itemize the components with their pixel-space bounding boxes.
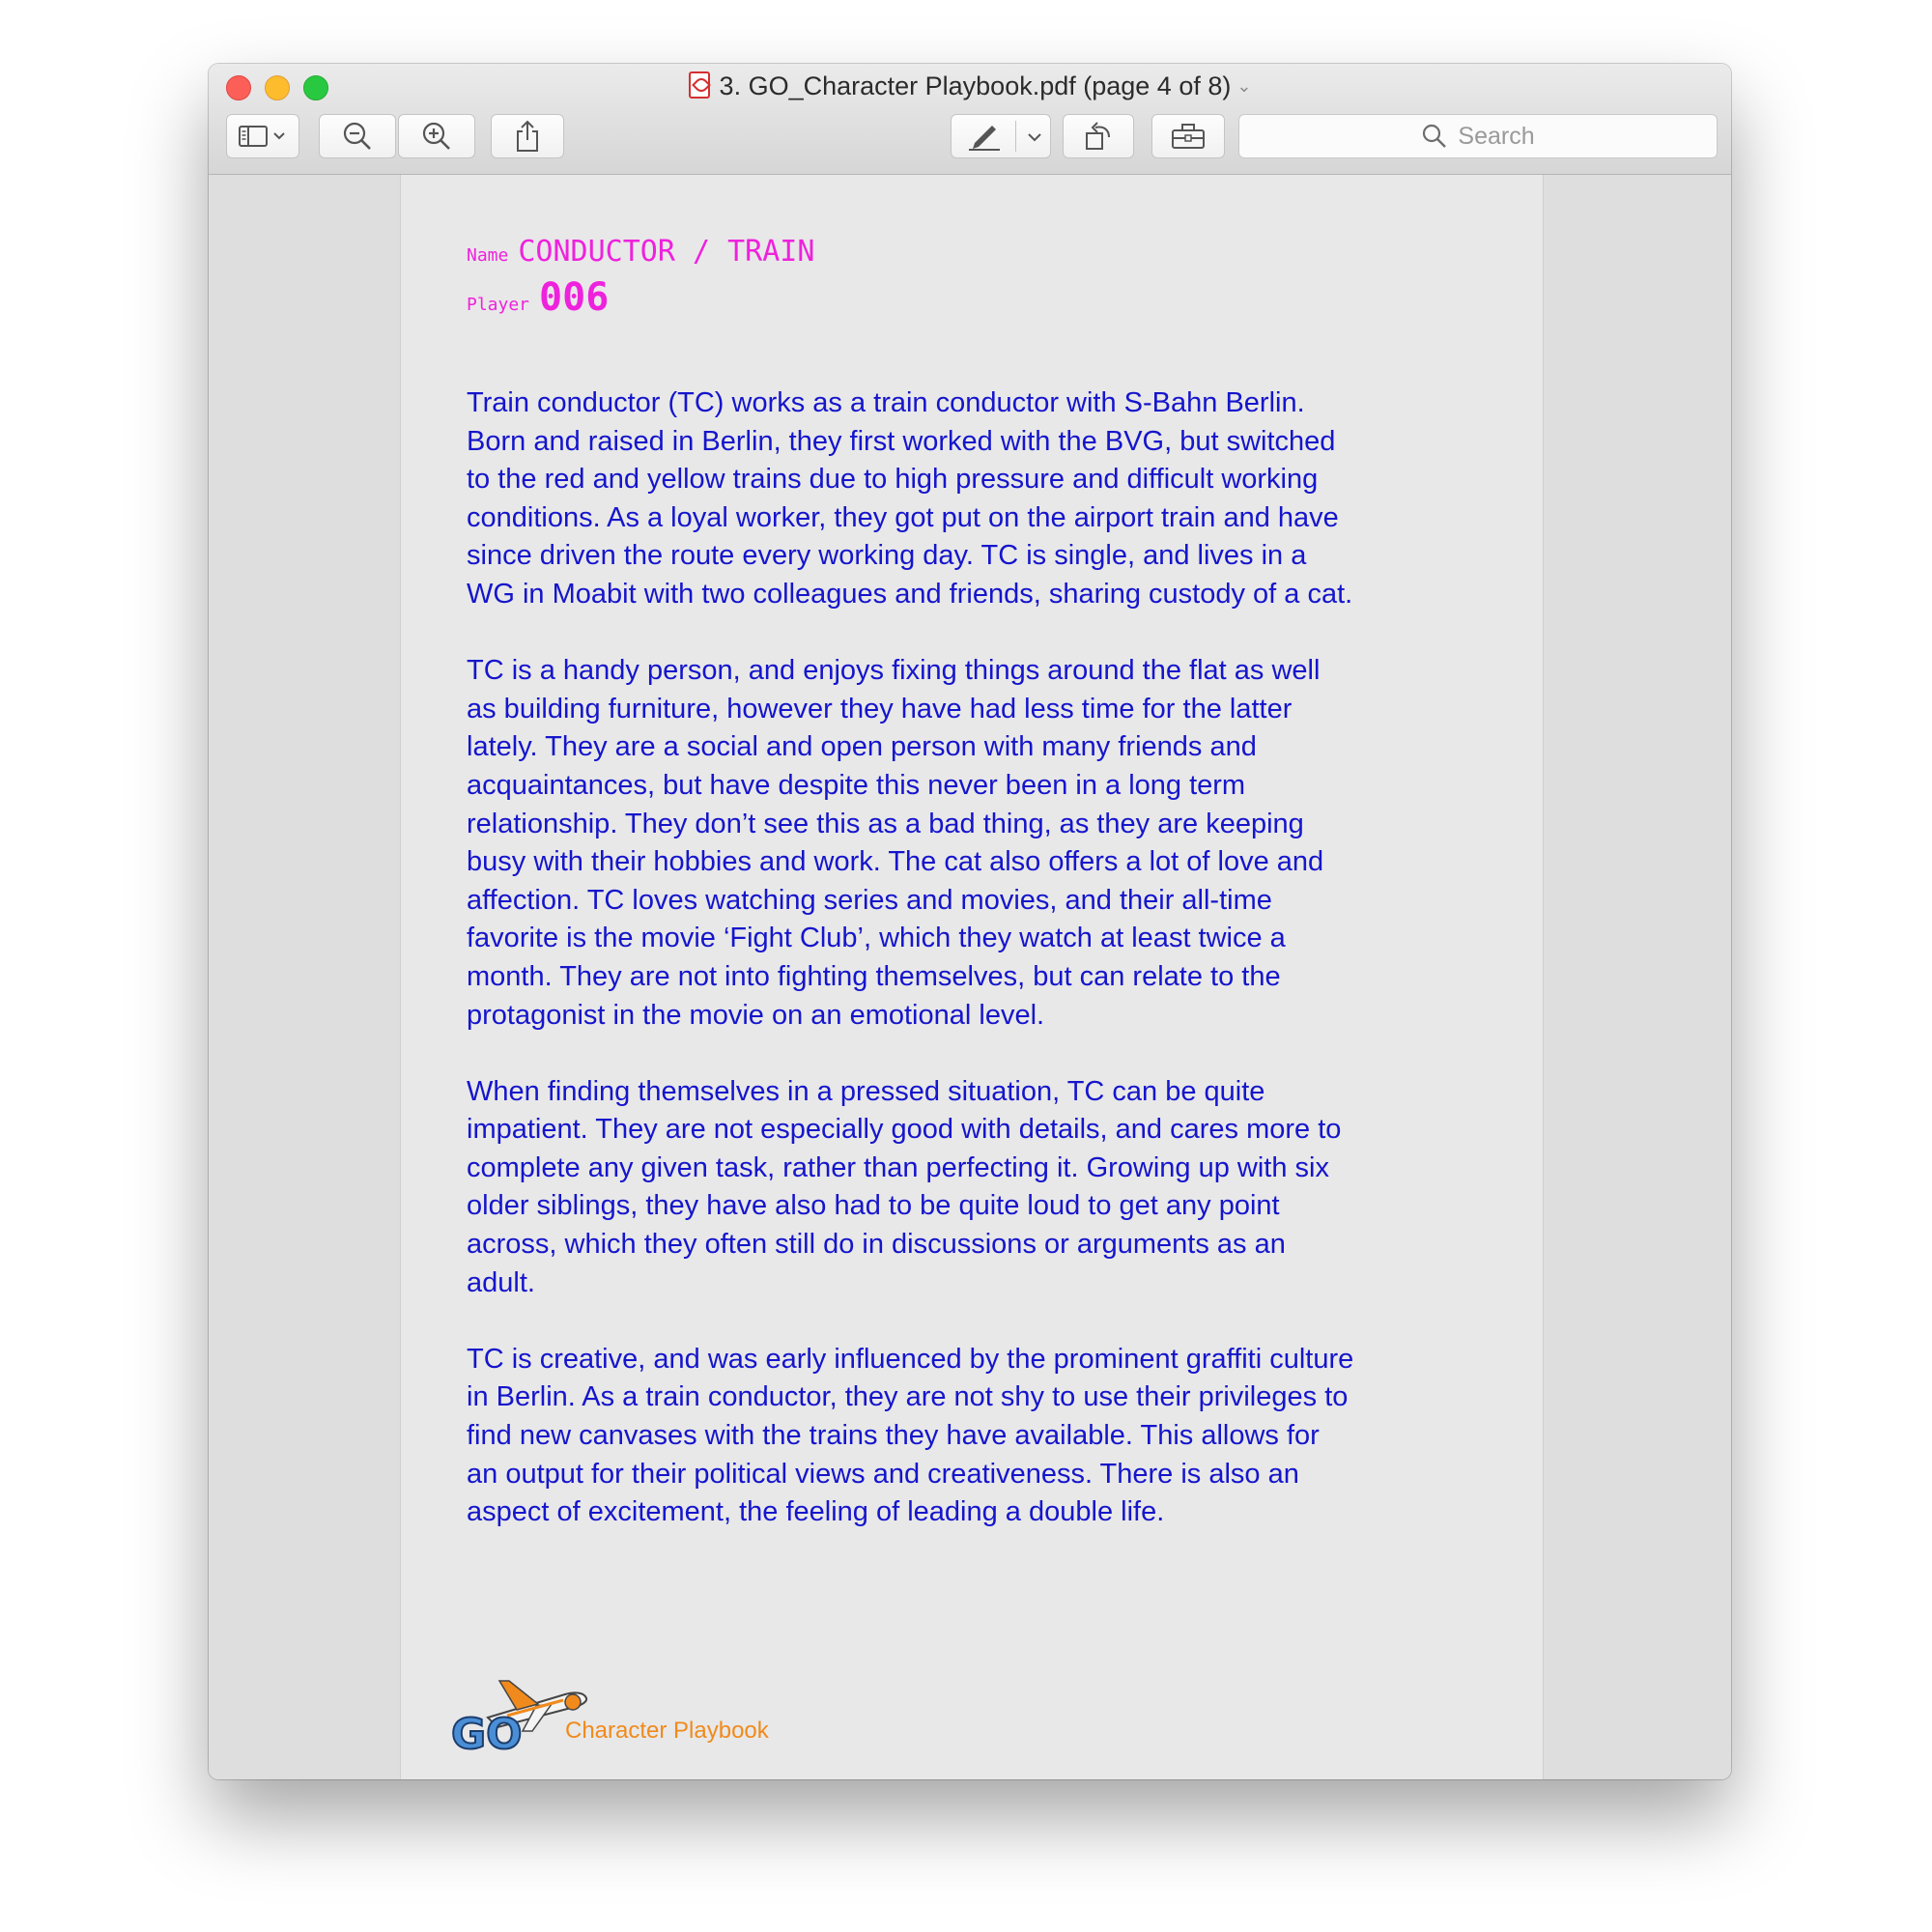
window-title-text: 3. GO_Character Playbook.pdf (page 4 of 8) [719,71,1232,100]
share-button[interactable] [491,114,564,158]
player-label: Player [467,295,530,315]
share-icon [514,120,541,153]
pdf-file-icon [689,71,710,99]
zoom-out-button[interactable] [319,114,396,158]
zoom-out-icon [342,121,373,152]
window-title[interactable] [209,71,1731,101]
playbook-footer [449,1677,836,1754]
chevron-down-icon[interactable] [1027,131,1042,143]
zoom-in-button[interactable] [398,114,475,158]
search-icon [1421,123,1448,150]
search-input[interactable] [1238,114,1718,158]
player-value: 006 [539,275,610,320]
pen-icon [965,122,1004,151]
paragraph: TC is creative, and was early influenced by the prominent graffiti culture in Berlin. As a train conductor, they are not shy to use their privileges to find new canvases with the trains they have available. This allows for an output for their political views and creativeness. There is also an aspect of excitement, the feeling of leading a double life. [467,1343,1354,1528]
preview-window [209,64,1731,1779]
character-description [467,384,1355,1570]
logo-lettering: GO [451,1710,523,1754]
name-label: Name [467,245,509,266]
sidebar-icon [238,124,288,149]
paragraph: TC is a handy person, and enjoys fixing things around the flat as well as building furniture, however they have had less time for the latter lately. They are a social and open person with many friends and acquaintances, but have despite this never been in a long term relationship. They don’t see this as a bad thing, as they are keeping busy with their hobbies and work. The cat also offers a lot of love and affection. TC loves watching series and movies, and their all-time favorite is the movie ‘Fight Club’, which they watch at least twice a month. They are not into fighting themselves, but can relate to the protagonist in the movie on an emotional level. [467,655,1324,1031]
footer-brand: Character Playbook [565,1718,769,1744]
name-heading [467,235,814,269]
pdf-page[interactable] [400,175,1544,1779]
player-heading [467,275,609,320]
toolbox-icon [1170,122,1207,151]
markup-divider [1015,121,1016,152]
paragraph: When finding themselves in a pressed situation, TC can be quite impatient. They are not especially good with details, and cares more to complete any given task, rather than perfecting it. Growing up with six older siblings, they have also had to be quite loud to get any point across, which they often still do in discussions or arguments as an adult. [467,1075,1342,1298]
toolbox-button[interactable] [1151,114,1225,158]
title-bar [209,64,1731,175]
zoom-in-icon [421,121,452,152]
name-value: CONDUCTOR / TRAIN [518,235,815,269]
sidebar-toggle-button[interactable] [226,114,299,158]
paragraph: Train conductor (TC) works as a train conductor with S-Bahn Berlin. Born and raised in Berlin, they first worked with the BVG, but switched to the red and yellow trains due to high pressure and difficult working conditions. As a loyal worker, they got put on the airport train and have since driven the route every working day. TC is single, and lives in a WG in Moabit with two colleagues and friends, sharing custody of a cat. [467,387,1353,610]
rotate-button[interactable] [1063,114,1134,158]
search-placeholder: Search [1458,122,1535,150]
chevron-down-icon: ⌄ [1236,76,1252,96]
rotate-icon [1082,120,1115,153]
markup-button[interactable] [951,114,1051,158]
document-viewport[interactable] [209,175,1731,1779]
